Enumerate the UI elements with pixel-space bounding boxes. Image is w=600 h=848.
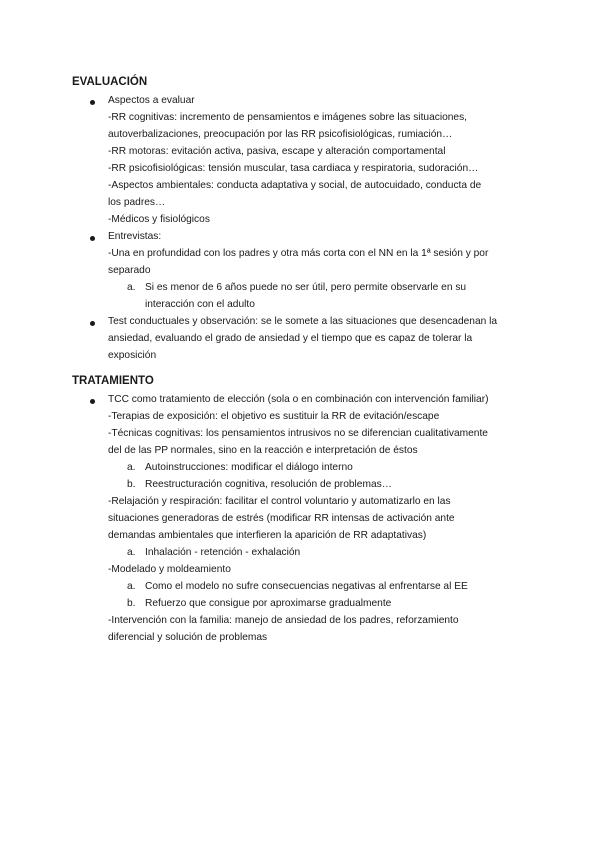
list-marker: a. <box>127 282 136 293</box>
sub-item-text: Autoinstrucciones: modificar el diálogo interno <box>145 462 353 473</box>
bullet-label-entrevistas: Entrevistas: <box>108 231 162 242</box>
text-line: -Relajación y respiración: facilitar el control voluntario y automatizarlo en las <box>108 496 451 507</box>
text-line: autoverbalizaciones, preocupación por las RR psicofisiológicas, rumiación… <box>108 129 453 140</box>
sub-item-text: Reestructuración cognitiva, resolución de problemas… <box>145 479 392 490</box>
text-line: diferencial y solución de problemas <box>108 632 268 643</box>
text-line: Test conductuales y observación: se le somete a las situaciones que desencadenan la <box>108 316 498 327</box>
section-heading-tratamiento: TRATAMIENTO <box>72 375 154 387</box>
bullet-label-aspectos: Aspectos a evaluar <box>108 95 195 106</box>
sub-item-text: Como el modelo no sufre consecuencias negativas al enfrentarse al EE <box>145 581 468 592</box>
text-line: -Terapias de exposición: el objetivo es sustituir la RR de evitación/escape <box>108 411 440 422</box>
list-marker: a. <box>127 462 136 473</box>
bullet-label-tcc: TCC como tratamiento de elección (sola o en combinación con intervención familiar) <box>108 394 489 405</box>
text-line: situaciones generadoras de estrés (modificar RR intensas de activación ante <box>108 513 455 524</box>
bullet-dot <box>90 399 95 404</box>
sub-item-text: interacción con el adulto <box>145 299 255 310</box>
text-line: -Médicos y fisiológicos <box>108 214 210 225</box>
text-line: del de las PP normales, sino en la reacción e interpretación de éstos <box>108 445 418 456</box>
text-line: demandas ambientales que interfieren la aparición de RR adaptativas) <box>108 530 427 541</box>
text-line: -RR motoras: evitación activa, pasiva, escape y alteración comportamental <box>108 146 446 157</box>
list-marker: b. <box>127 598 136 609</box>
text-line: los padres… <box>108 197 166 208</box>
list-marker: a. <box>127 581 136 592</box>
text-line: exposición <box>108 350 157 361</box>
text-line: -Intervención con la familia: manejo de ansiedad de los padres, reforzamiento <box>108 615 459 626</box>
text-line: -Técnicas cognitivas: los pensamientos intrusivos no se diferencian cualitativamente <box>108 428 488 439</box>
text-line: -Aspectos ambientales: conducta adaptativa y social, de autocuidado, conducta de <box>108 180 482 191</box>
sub-item-text: Si es menor de 6 años puede no ser útil, pero permite observarle en su <box>145 282 467 293</box>
bullet-dot <box>90 100 95 105</box>
text-line: -Modelado y moldeamiento <box>108 564 231 575</box>
text-line: ansiedad, evaluando el grado de ansiedad y el tiempo que es capaz de tolerar la <box>108 333 473 344</box>
list-marker: b. <box>127 479 136 490</box>
sub-item-text: Inhalación - retención - exhalación <box>145 547 301 558</box>
text-line: -Una en profundidad con los padres y otra más corta con el NN en la 1ª sesión y por <box>108 248 489 259</box>
text-line: separado <box>108 265 151 276</box>
text-line: -RR psicofisiológicas: tensión muscular, tasa cardiaca y respiratoria, sudoración… <box>108 163 479 174</box>
section-heading-evaluacion: EVALUACIÓN <box>72 76 148 88</box>
sub-item-text: Refuerzo que consigue por aproximarse gradualmente <box>145 598 392 609</box>
bullet-dot <box>90 236 95 241</box>
bullet-dot <box>90 321 95 326</box>
list-marker: a. <box>127 547 136 558</box>
text-line: -RR cognitivas: incremento de pensamientos e imágenes sobre las situaciones, <box>108 112 468 123</box>
